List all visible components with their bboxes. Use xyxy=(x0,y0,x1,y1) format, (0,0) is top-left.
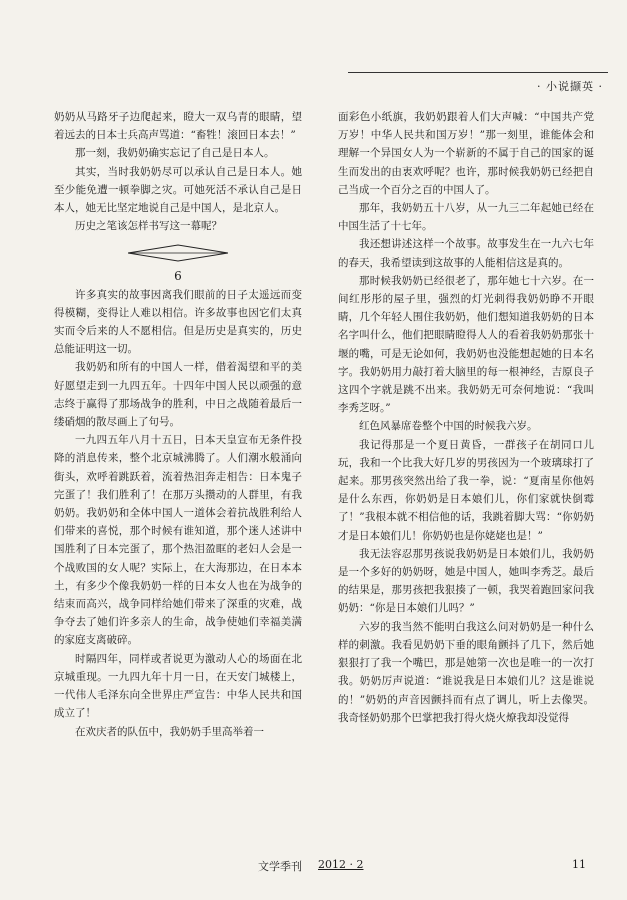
column-tag: · 小说撷英 · xyxy=(537,80,603,93)
paragraph: 奶奶从马路牙子边爬起来，瞪大一双乌青的眼睛，望着远去的日本士兵高声骂道：“畜牲！滚回日本去！” xyxy=(54,111,302,142)
paragraph: 面彩色小纸旗，我奶奶跟着人们大声喊：“中国共产党万岁！中华人民共和国万岁！”那一刻里，谁能体会和理解一个异国女人为一个崭新的不属于自己的国家的诞生而发出的由衷欢呼呢？也许，那时候我奶奶已经把自己当成一个百分之百的中国人了。 xyxy=(338,111,594,196)
paragraph: 我记得那是一个夏日黄昏，一群孩子在胡同口儿玩，我和一个比我大好几岁的男孩因为一个玻璃球打了起来。那男孩突然出给了我一拳，说：“夏南星你他妈是什么东西，你奶奶是日本娘们儿，你们家就快倒霉了！”我根本就不相信他的话，我跳着脚大骂：“你奶奶才是日本娘们儿！你奶奶也是你姥姥也是！” xyxy=(338,438,594,542)
paragraph: 那年，我奶奶五十八岁，从一九三二年起她已经在中国生活了十七年。 xyxy=(338,202,594,233)
right-column xyxy=(338,108,594,727)
paragraph: 历史之笔该怎样书写这一幕呢？ xyxy=(75,220,222,233)
paragraph: 其实，当时我奶奶尽可以承认自己是日本人。她至少能免遭一顿拳脚之灾。可她死活不承认自己是日本人，她无比坚定地说自己是中国人，是北京人。 xyxy=(54,165,302,215)
paragraph: 那一刻，我奶奶确实忘记了自己是日本人。 xyxy=(75,147,275,160)
journal-name: 文学季刊 xyxy=(258,860,302,873)
page-number: 11 xyxy=(572,858,586,871)
section-number: 6 xyxy=(174,269,182,284)
left-column xyxy=(54,108,302,741)
paragraph: 那时候我奶奶已经很老了，那年她七十六岁。在一间红彤彤的屋子里，强烈的灯光刺得我奶奶睁不开眼睛，几个年轻人围住我奶奶，他们想知道我奶奶的日本名字叫什么，他们把眼睛瞪得人人的看着我奶奶那张十堰的嘴，可是无论如何，我奶奶也没能想起她的日本名字。我奶奶用力敲打着大脑里的每一根神经，吉原良子这四个字就是跳不出来。我奶奶无可奈何地说：“我叫李秀芝呀。” xyxy=(338,274,594,415)
paragraph: 红色风暴席卷整个中国的时候我六岁。 xyxy=(359,420,538,433)
section-divider-ornament xyxy=(128,243,228,263)
paragraph: 我奶奶和所有的中国人一样，借着渴望和平的美好愿望走到一九四五年。十四年中国人民以顽强的意志终于赢得了那场战争的胜利，中日之战随着最后一缕硝烟的散尽画上了句号。 xyxy=(54,361,302,429)
paragraph: 许多真实的故事因离我们眼前的日子太遥远而变得模糊，变得让人难以相信。许多故事也因它们太真实而令后来的人不愿相信。但是历史是真实的，历史总能证明这一切。 xyxy=(54,288,302,356)
paragraph: 在欢庆者的队伍中，我奶奶手里高举着一 xyxy=(75,725,264,738)
header-rule xyxy=(348,72,608,74)
paragraph: 我还想讲述这样一个故事。故事发生在一九六七年的春天，我希望读到这故事的人能相信这是真的。 xyxy=(338,238,594,269)
issue-number: 2012 · 2 xyxy=(318,858,364,871)
paragraph: 时隔四年，同样或者说更为激动人心的场面在北京城重现。一九四九年十月一日，在天安门城楼上，一代伟人毛泽东向全世界庄严宣告：中华人民共和国成立了！ xyxy=(54,652,302,720)
paragraph: 一九四五年八月十五日，日本天皇宣布无条件投降的消息传来，整个北京城沸腾了。人们潮水般涌向街头，欢呼着跳跃着，流着热泪奔走相告：日本鬼子完蛋了！我们胜利了！在那万头攒动的人群里，有我奶奶。我奶奶和全体中国人一道体会着抗战胜利给人们带来的喜悦，那个时候有谁知道，那个迷人述讲中国胜利了日本完蛋了，那个热泪盈眶的老妇人会是一个战败国的女人呢？实际上，在大海那边，在日本本土，有多少个像我奶奶一样的日本女人也在为战争的结束而高兴，战争同样给她们带来了深重的灾难，战争夺去了她们许多亲人的生命，战争使她们幸福美满的家庭支离破碎。 xyxy=(54,434,302,647)
paragraph: 我无法容忍那男孩说我奶奶是日本娘们儿，我奶奶是一个多好的奶奶呀，她是中国人，她叫李秀芝。最后的结果是，那男孩把我狠揍了一顿，我哭着跑回家问我奶奶：“你是日本娘们儿吗？” xyxy=(338,547,594,615)
paragraph: 六岁的我当然不能明白我这么问对奶奶是一种什么样的刺激。我看见奶奶下垂的眼角颤抖了几下，然后她狠狠打了我一个嘴巴，那是她第一次也是唯一的一次打我。奶奶厉声说道：“谁说我是日本娘们儿？这是谁说的！”奶奶的声音因颤抖而有点了调儿，听上去像哭。我奇怪奶奶那个巴掌把我打得火烧火燎我却没觉得 xyxy=(338,620,594,724)
